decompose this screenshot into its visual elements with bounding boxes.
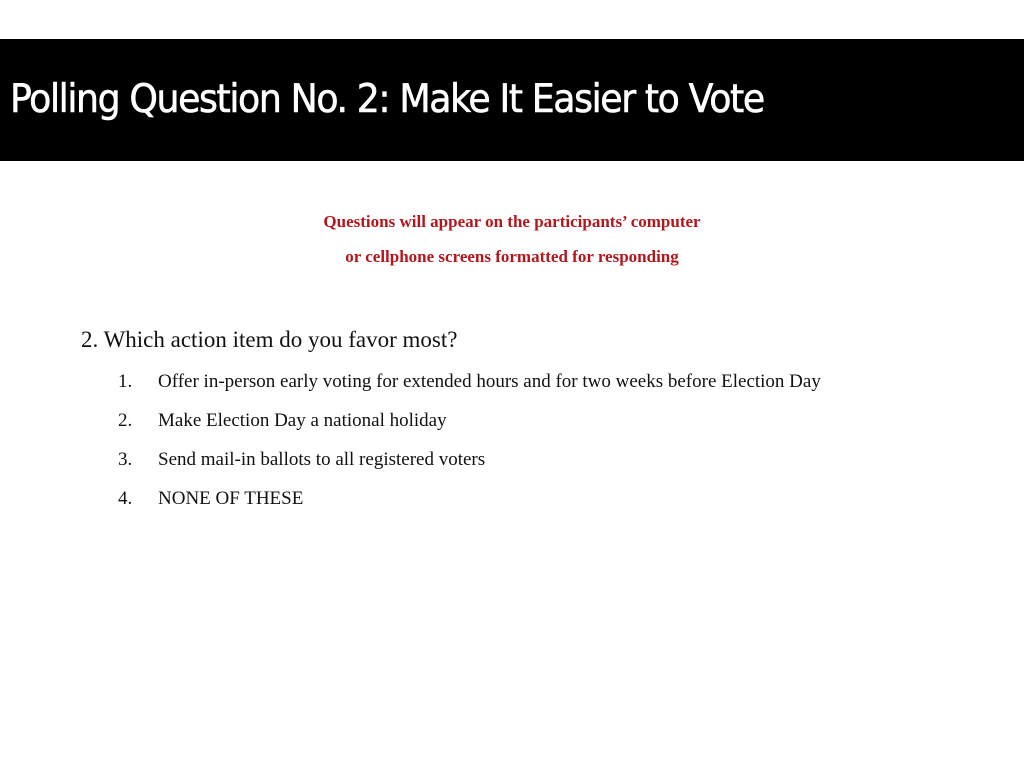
option-number: 2. — [118, 410, 133, 431]
slide-title: Polling Question No. 2: Make It Easier to Vote — [10, 77, 764, 122]
note-line-1: Questions will appear on the participants’ computer — [323, 212, 701, 231]
option-text: Offer in-person early voting for extended hours and for two weeks before Election Day — [158, 371, 821, 392]
option-text: NONE OF THESE — [158, 488, 304, 509]
option-number: 3. — [118, 449, 133, 470]
option-number: 4. — [118, 488, 133, 509]
option-text: Send mail-in ballots to all registered voters — [158, 449, 486, 470]
option-text: Make Election Day a national holiday — [158, 410, 447, 431]
option-number: 1. — [118, 371, 133, 392]
title-bar — [0, 39, 1024, 161]
poll-question: 2. Which action item do you favor most? — [81, 327, 458, 352]
note-line-2: or cellphone screens formatted for responding — [345, 247, 679, 266]
